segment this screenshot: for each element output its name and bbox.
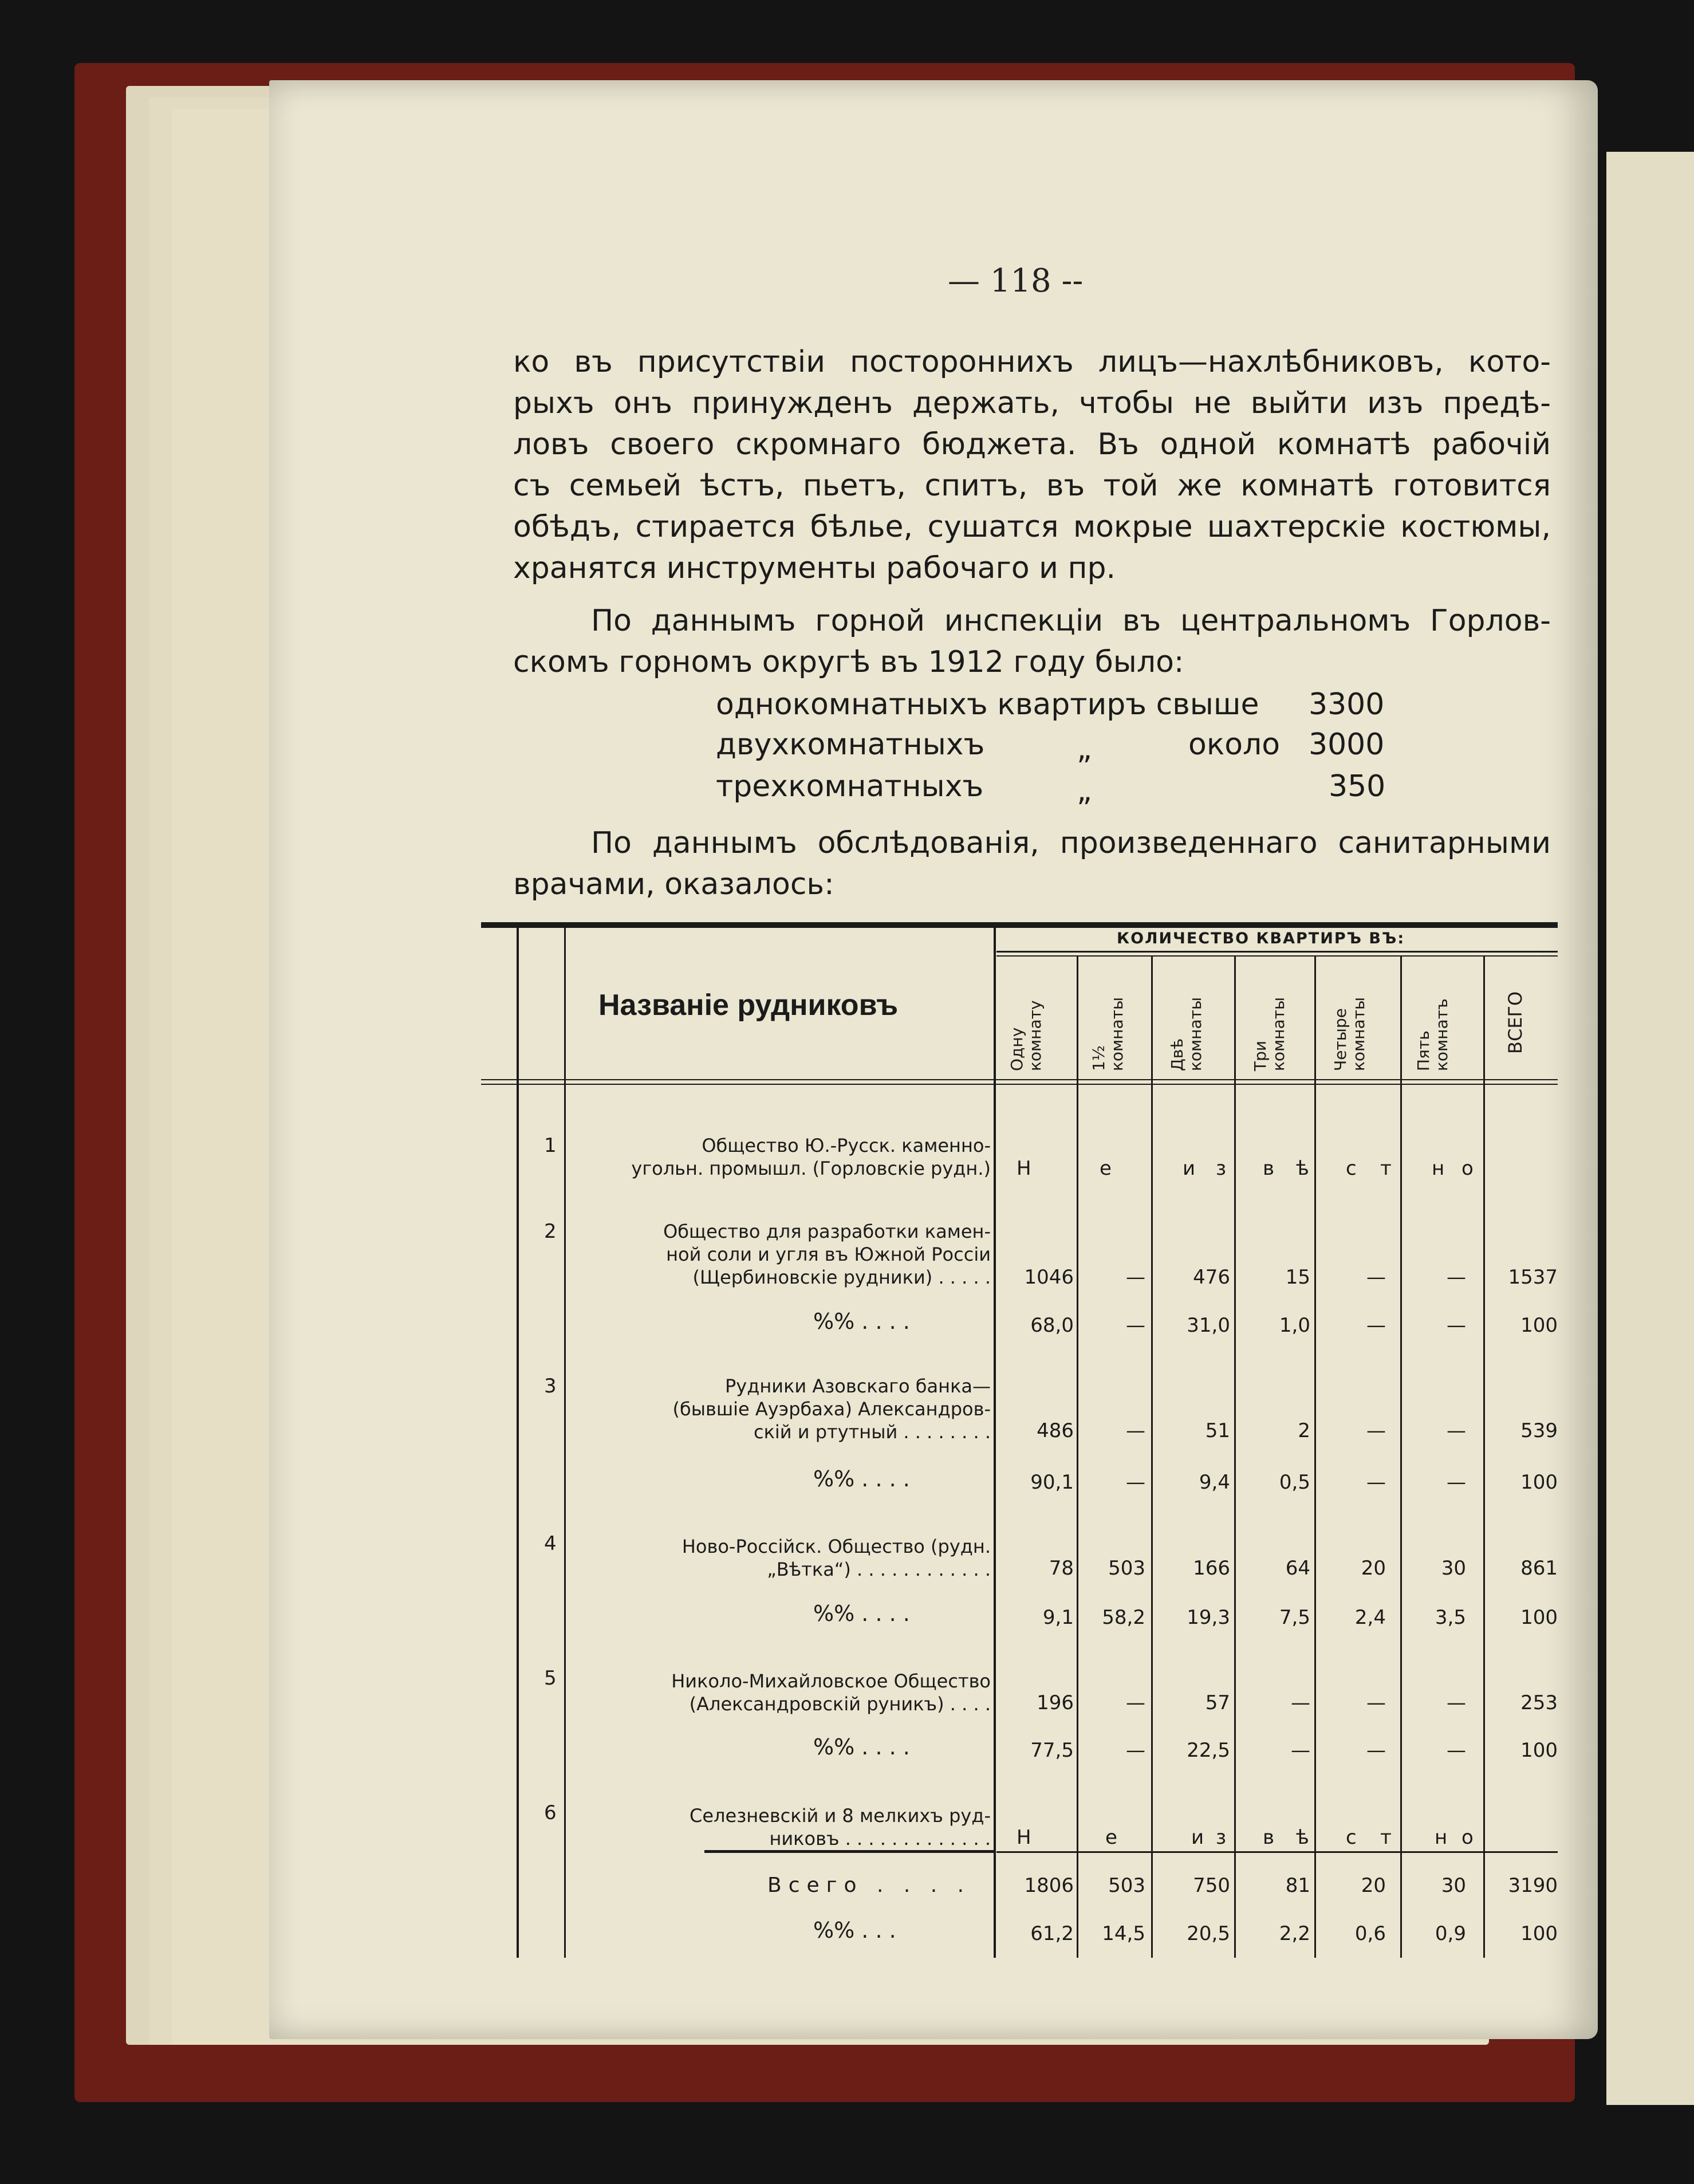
table-left-border	[517, 927, 519, 1958]
table-cell: 68,0	[1030, 1314, 1074, 1337]
unknown-letter: ѣ	[1296, 1157, 1309, 1180]
table-cell: 503	[1108, 1557, 1145, 1580]
table-cell: 253	[1520, 1691, 1558, 1714]
table-cell: —	[1126, 1419, 1145, 1442]
table-cell: 58,2	[1102, 1606, 1145, 1629]
unknown-letter: и	[1183, 1157, 1196, 1180]
unknown-letter: Н	[1017, 1826, 1031, 1849]
table-cell: 503	[1108, 1874, 1145, 1897]
total-label: Всего . . . .	[767, 1874, 971, 1897]
table-cell: 1537	[1508, 1266, 1558, 1289]
row-number: 5	[544, 1667, 557, 1690]
column-header: Одну комнату	[1007, 1000, 1045, 1071]
percent-label: %% . . . .	[813, 1734, 910, 1760]
mine-name: Рудники Азовскаго банка— (бывшіе Ауэрбаха) Александров- скій и ртутный . . . . . . . .	[672, 1375, 991, 1443]
table-cell: 196	[1037, 1691, 1074, 1714]
column-divider	[1314, 955, 1316, 1958]
column-divider	[994, 927, 996, 1958]
paragraph-3	[513, 823, 1551, 905]
unknown-letter: в	[1263, 1157, 1275, 1180]
table-cell: 3190	[1508, 1874, 1558, 1897]
table-cell: 486	[1037, 1419, 1074, 1442]
row-number: 6	[544, 1801, 557, 1824]
text-line: хранятся инструменты рабочаго и пр.	[513, 551, 1116, 585]
percent-label: %% . . . .	[813, 1309, 910, 1334]
table-cell: 9,1	[1042, 1606, 1074, 1629]
text-line: скомъ горномъ округѣ въ 1912 году было:	[513, 645, 1184, 679]
facing-page-edge	[1606, 152, 1694, 2105]
table-cell: —	[1447, 1314, 1466, 1337]
text-line: ловъ своего скромнаго бюджета. Въ одной комнатѣ рабочій	[513, 427, 1551, 462]
table-cell: 22,5	[1187, 1739, 1230, 1762]
table-cell: 9,4	[1199, 1471, 1230, 1494]
column-divider	[1151, 955, 1153, 1958]
table-cell: —	[1126, 1739, 1145, 1762]
unknown-letter: н	[1432, 1157, 1445, 1180]
table-cell: 30	[1441, 1557, 1466, 1580]
housing-table	[481, 922, 1558, 1959]
unknown-letter: о	[1461, 1826, 1474, 1849]
table-cell: —	[1291, 1691, 1310, 1714]
column-header: 1½ комнаты	[1089, 997, 1126, 1071]
table-cell: 861	[1520, 1557, 1558, 1580]
table-cell: 19,3	[1187, 1606, 1230, 1629]
unknown-letter: т	[1380, 1826, 1392, 1849]
table-cell: 476	[1193, 1266, 1230, 1289]
table-cell: 30	[1441, 1874, 1466, 1897]
table-top-rule	[481, 922, 1558, 928]
group-header: КОЛИЧЕСТВО КВАРТИРЪ ВЪ:	[1117, 930, 1405, 947]
table-cell: —	[1447, 1266, 1466, 1289]
table-cell: 0,5	[1279, 1471, 1310, 1494]
table-cell: —	[1126, 1314, 1145, 1337]
table-cell: —	[1366, 1266, 1386, 1289]
text-line: обѣдъ, стирается бѣлье, сушатся мокрые шахтерскіе костюмы,	[513, 510, 1551, 544]
unknown-letter: с	[1346, 1826, 1357, 1849]
table-cell: —	[1366, 1314, 1386, 1337]
table-cell: —	[1447, 1691, 1466, 1714]
table-cell: 2	[1298, 1419, 1310, 1442]
table-cell: 166	[1193, 1557, 1230, 1580]
header-bottom-rule	[481, 1084, 1558, 1085]
table-cell: 0,9	[1435, 1922, 1466, 1945]
table-cell: —	[1366, 1691, 1386, 1714]
table-cell: 2,4	[1354, 1606, 1386, 1629]
percent-label: %% . . . .	[813, 1601, 910, 1626]
table-cell: 1046	[1024, 1266, 1074, 1289]
column-divider	[564, 927, 566, 1958]
row-number: 2	[544, 1220, 557, 1243]
total-rule	[996, 1851, 1558, 1853]
unknown-letter: в	[1263, 1826, 1275, 1849]
table-cell: 15	[1285, 1266, 1310, 1289]
table-cell: —	[1126, 1691, 1145, 1714]
table-cell: —	[1447, 1419, 1466, 1442]
unknown-letter: з	[1216, 1157, 1227, 1180]
table-cell: 81	[1285, 1874, 1310, 1897]
ditto-mark: „	[1077, 732, 1092, 766]
housing-label: однокомнатныхъ квартиръ свыше	[716, 687, 1259, 722]
column-divider	[1483, 955, 1485, 1958]
ditto-mark: „	[1077, 774, 1092, 808]
table-cell: 31,0	[1187, 1314, 1230, 1337]
column-divider	[1077, 955, 1078, 1958]
table-cell: 20	[1361, 1874, 1386, 1897]
housing-qualifier: около	[1188, 727, 1281, 762]
table-cell: 100	[1520, 1314, 1558, 1337]
percent-label: %% . . .	[813, 1918, 896, 1943]
table-cell: 7,5	[1279, 1606, 1310, 1629]
table-cell: —	[1366, 1739, 1386, 1762]
text-line: По даннымъ горной инспекціи въ центральномъ Горлов-	[591, 604, 1551, 638]
column-divider	[1234, 955, 1236, 1958]
table-cell: 20	[1361, 1557, 1386, 1580]
table-cell: —	[1291, 1739, 1310, 1762]
page-number: — 118 --	[948, 262, 1084, 300]
paragraph-1	[513, 341, 1551, 589]
column-header: Четыре комнаты	[1331, 997, 1368, 1071]
header-rule	[996, 951, 1558, 953]
mine-name: Общество Ю.-Русск. каменно- угольн. промышл. (Горловскіе рудн.)	[631, 1135, 991, 1179]
table-cell: —	[1366, 1471, 1386, 1494]
table-cell: 61,2	[1030, 1922, 1074, 1945]
table-cell: 0,6	[1354, 1922, 1386, 1945]
mine-name: Ново-Россійск. Общество (рудн. „Вѣтка“) . . . . . . . . . . . .	[681, 1536, 991, 1580]
housing-label: двухкомнатныхъ	[716, 727, 985, 762]
table-cell: 100	[1520, 1471, 1558, 1494]
text-line: рыхъ онъ принужденъ держать, чтобы не выйти изъ предѣ-	[513, 386, 1551, 420]
column-header: Пять комнатъ	[1414, 998, 1451, 1071]
unknown-letter: т	[1380, 1157, 1392, 1180]
table-cell: —	[1366, 1419, 1386, 1442]
table-cell: —	[1447, 1739, 1466, 1762]
table-cell: 57	[1205, 1691, 1230, 1714]
text-line: По даннымъ обслѣдованія, произведеннаго санитарными	[591, 826, 1551, 860]
row-number: 4	[544, 1532, 557, 1555]
housing-label: трехкомнатныхъ	[716, 769, 984, 804]
total-rule	[704, 1850, 994, 1853]
table-cell: 90,1	[1030, 1471, 1074, 1494]
table-cell: 3,5	[1435, 1606, 1466, 1629]
unknown-letter: ѣ	[1296, 1826, 1309, 1849]
column-header: Двѣ комнаты	[1168, 997, 1205, 1071]
housing-value: 3300	[1309, 687, 1385, 722]
mine-name: Селезневскій и 8 мелкихъ руд- никовъ . . . . . . . . . . . . .	[690, 1805, 991, 1849]
table-cell: —	[1126, 1266, 1145, 1289]
row-number: 1	[544, 1134, 557, 1157]
text-line: ко въ присутствіи постороннихъ лицъ—нахлѣбниковъ, кото-	[513, 345, 1551, 379]
table-cell: 750	[1193, 1874, 1230, 1897]
housing-value: 3000	[1309, 727, 1385, 762]
row-number: 3	[544, 1375, 557, 1398]
column-header: ВСЕГО	[1504, 991, 1526, 1054]
unknown-letter: е	[1100, 1157, 1112, 1180]
paragraph-2	[513, 600, 1551, 683]
unknown-letter: и	[1191, 1826, 1204, 1849]
header-rule	[996, 955, 1558, 957]
text-line: врачами, оказалось:	[513, 867, 834, 902]
table-cell: 100	[1520, 1739, 1558, 1762]
header-bottom-rule	[481, 1079, 1558, 1080]
unknown-letter: н	[1435, 1826, 1448, 1849]
table-cell: 64	[1285, 1557, 1310, 1580]
table-cell: —	[1126, 1471, 1145, 1494]
table-cell: 1,0	[1279, 1314, 1310, 1337]
name-column-header: Названіе рудниковъ	[598, 989, 899, 1022]
mine-name: Общество для разработки камен- ной соли и угля въ Южной Россіи (Щербиновскіе рудники) . . . . .	[663, 1221, 991, 1288]
unknown-letter: с	[1346, 1157, 1357, 1180]
unknown-letter: з	[1216, 1826, 1227, 1849]
housing-value: 350	[1329, 769, 1386, 804]
table-cell: 539	[1520, 1419, 1558, 1442]
text-line: съ семьей ѣстъ, пьетъ, спитъ, въ той же комнатѣ готовится	[513, 469, 1551, 503]
table-cell: 100	[1520, 1922, 1558, 1945]
table-cell: 14,5	[1102, 1922, 1145, 1945]
unknown-letter: о	[1461, 1157, 1474, 1180]
column-divider	[1400, 955, 1402, 1958]
table-cell: 51	[1205, 1419, 1230, 1442]
table-cell: 77,5	[1030, 1739, 1074, 1762]
mine-name: Николо-Михайловское Общество (Александровскій руникъ) . . . .	[671, 1670, 991, 1715]
percent-label: %% . . . .	[813, 1466, 910, 1492]
column-header: Три комнаты	[1251, 997, 1288, 1071]
table-cell: 100	[1520, 1606, 1558, 1629]
unknown-letter: е	[1105, 1826, 1117, 1849]
table-cell: —	[1447, 1471, 1466, 1494]
table-cell: 1806	[1024, 1874, 1074, 1897]
unknown-letter: Н	[1017, 1157, 1031, 1180]
table-cell: 2,2	[1279, 1922, 1310, 1945]
table-cell: 20,5	[1187, 1922, 1230, 1945]
table-cell: 78	[1049, 1557, 1074, 1580]
